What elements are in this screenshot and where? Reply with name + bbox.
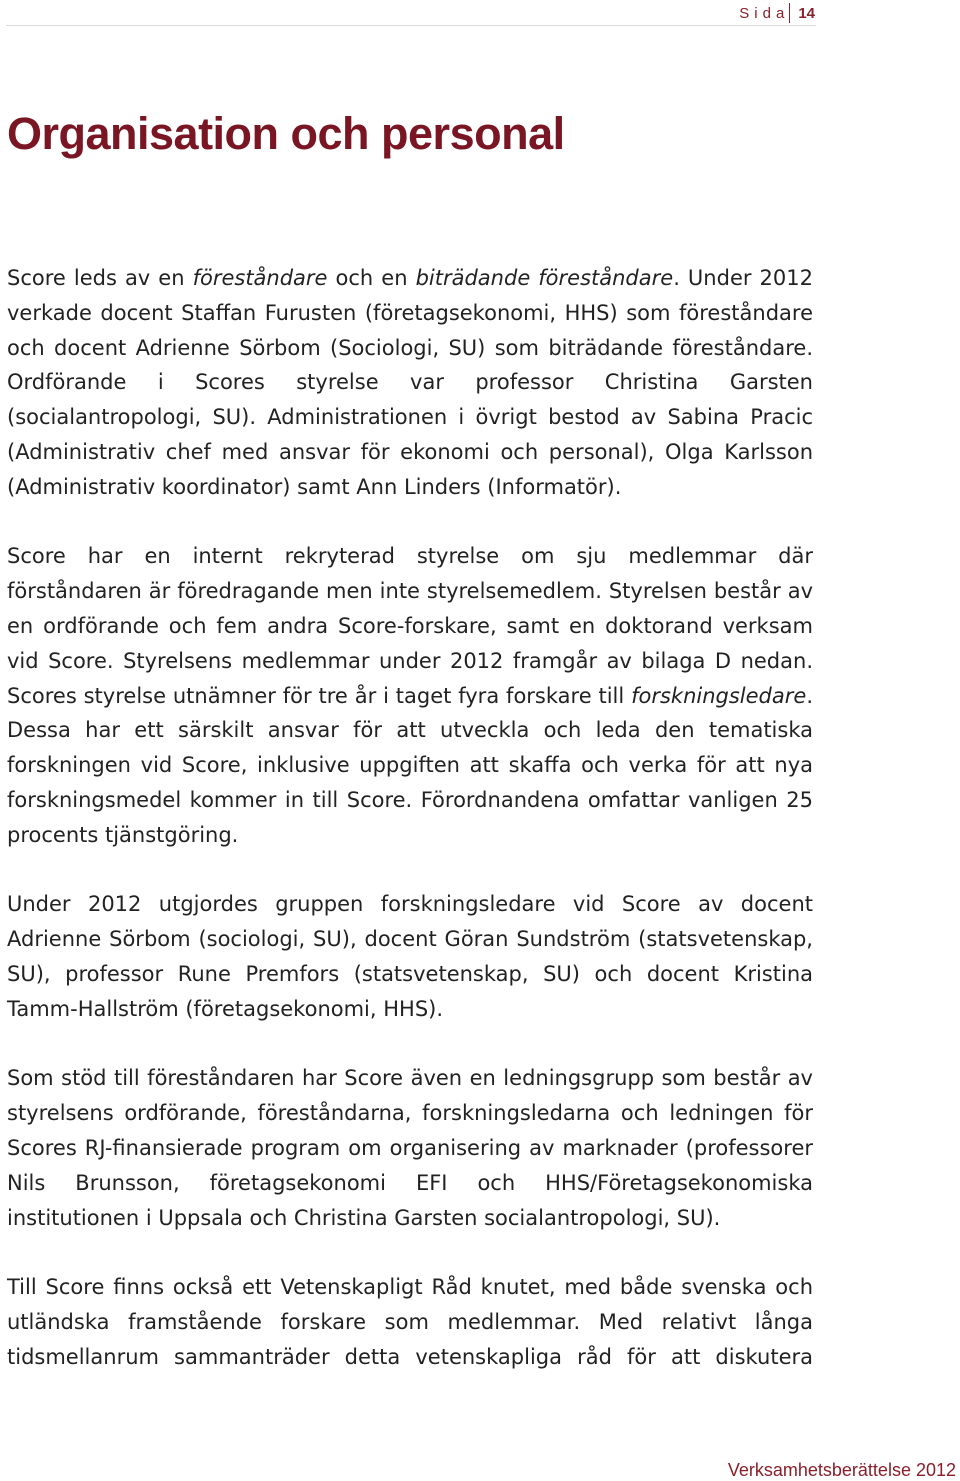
term-forskningsledare: forskningsledare bbox=[631, 683, 807, 708]
page-title: Organisation och personal bbox=[7, 108, 565, 159]
paragraph-2-text-a: Score har en internt rekryterad styrelse om sju medlemmar där förståndaren är föredragande men inte styrelsemedlem. Styrelsen består av en ordförande och fem andra Score-forskare, samt en doktorand verksam vid Score. Styrelsens medlemmar under 2012 framgår av bilaga D nedan. Scores styrelse utnämner för tre år i taget fyra forskare till bbox=[7, 544, 813, 708]
paragraph-1 bbox=[7, 261, 813, 505]
paragraph-2-text-b: . Dessa har ett särskilt ansvar för att utveckla och leda den tematiska forskningen vid Score, inklusive uppgiften att skaffa och verka för att nya forskningsmedel kommer in till Score. Förordnandena omfattar vanligen 25 procents tjänstgöring. bbox=[7, 683, 813, 847]
body-text bbox=[7, 261, 813, 1409]
paragraph-1-text-c: . Under 2012 verkade docent Staffan Furusten (företagsekonomi, HHS) som föreståndare och docent Adrienne Sörbom (Sociologi, SU) som biträdande föreståndare. Ordförande i Scores styrelse var professor Christina Garsten (socialantropologi, SU). Administrationen i övrigt bestod av Sabina Pracic (Administrativ chef med ansvar för ekonomi och personal), Olga Karlsson (Administrativ koordinator) samt Ann Linders (Informatör). bbox=[7, 266, 813, 499]
header-rule bbox=[6, 25, 816, 26]
header-separator bbox=[789, 3, 790, 23]
term-bitradande-forestandare: biträdande föreståndare bbox=[415, 266, 674, 290]
paragraph-4: Som stöd till föreståndaren har Score även en ledningsgrupp som består av styrelsens ordförande, föreståndarna, forskningsledarna och ledningen för Scores RJ-finansierade program om organisering av marknader (professorer Nils Brunsson, företagsekonomi EFI och HHS/Företagsekonomiska institutionen i Uppsala och Christina Garsten socialantropologi, SU). bbox=[7, 1066, 813, 1230]
page-header bbox=[739, 3, 815, 23]
page-label: Sida bbox=[739, 4, 790, 22]
paragraph-1-text-a: Score leds av en bbox=[7, 266, 193, 290]
paragraph-2 bbox=[7, 539, 813, 852]
page-number: 14 bbox=[798, 4, 815, 22]
footer-report-title: Verksamhetsberättelse 2012 bbox=[727, 1460, 956, 1480]
paragraph-3: Under 2012 utgjordes gruppen forskningsledare vid Score av docent Adrienne Sörbom (sociologi, SU), docent Göran Sundström (statsvetenskap, SU), professor Rune Premfors (statsvetenskap, SU) och docent Kristina Tamm-Hallström (företagsekonomi, HHS). bbox=[7, 892, 813, 1021]
term-forestandare: föreståndare bbox=[192, 266, 328, 290]
paragraph-1-text-b: och en bbox=[327, 266, 416, 290]
paragraph-5: Till Score finns också ett Vetenskapligt Råd knutet, med både svenska och utländska framstående forskare som medlemmar. Med relativt långa tidsmellanrum sammanträder detta vetenskapliga råd för att diskutera bbox=[7, 1275, 813, 1369]
